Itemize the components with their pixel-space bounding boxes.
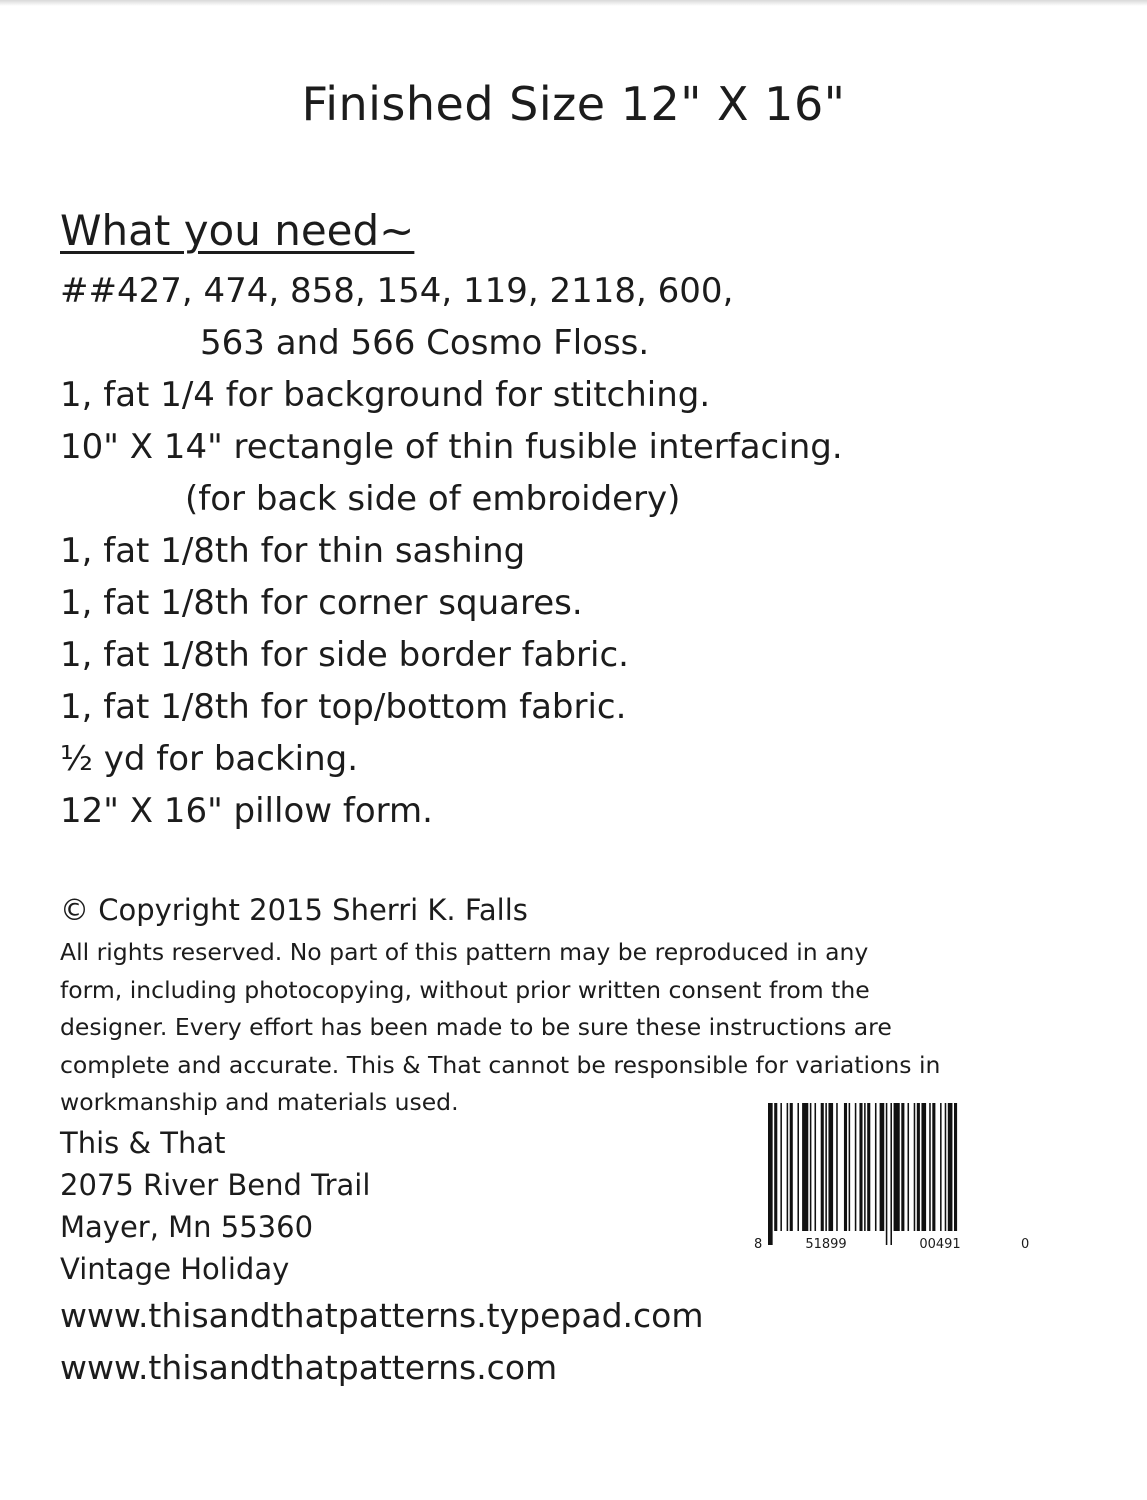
materials-item: 12" X 16" pillow form. bbox=[60, 791, 433, 831]
barcode-bar bbox=[917, 1103, 920, 1231]
upc-barcode bbox=[750, 1103, 1035, 1253]
barcode-bar bbox=[855, 1103, 857, 1231]
legal-line: designer. Every effort has been made to be sure these instructions are bbox=[60, 1013, 892, 1041]
website-link-typepad: www.thisandthatpatterns.typepad.com bbox=[60, 1296, 704, 1335]
barcode-bar bbox=[929, 1103, 931, 1231]
barcode-bar bbox=[768, 1103, 773, 1245]
materials-item: 1, fat 1/8th for thin sashing bbox=[60, 531, 526, 571]
barcode-bar bbox=[886, 1103, 888, 1245]
legal-notice bbox=[60, 934, 1090, 1122]
barcode-bar bbox=[821, 1103, 824, 1231]
barcode-digit-right: 0 bbox=[1021, 1237, 1030, 1252]
barcode-bar bbox=[828, 1103, 833, 1231]
materials-item: (for back side of embroidery) bbox=[185, 479, 681, 519]
barcode-bar bbox=[787, 1103, 789, 1231]
barcode-bar bbox=[945, 1103, 947, 1231]
finished-size-title: Finished Size 12" X 16" bbox=[301, 77, 846, 131]
barcode-group-1: 51899 bbox=[805, 1237, 847, 1252]
barcode-bar bbox=[849, 1103, 851, 1231]
materials-item: 563 and 566 Cosmo Floss. bbox=[200, 323, 650, 363]
materials-item: 1, fat 1/8th for corner squares. bbox=[60, 583, 583, 623]
barcode-bar bbox=[810, 1103, 812, 1231]
barcode-bar bbox=[790, 1103, 793, 1231]
barcode-bar bbox=[780, 1103, 782, 1231]
barcode-bar bbox=[954, 1103, 957, 1231]
barcode-bar bbox=[908, 1103, 910, 1231]
company-name: This & That bbox=[60, 1126, 226, 1160]
barcode-bar bbox=[797, 1103, 799, 1231]
city-state-zip: Mayer, Mn 55360 bbox=[60, 1210, 314, 1244]
barcode-bar bbox=[890, 1103, 892, 1245]
website-link-main: www.thisandthatpatterns.com bbox=[60, 1348, 558, 1387]
barcode-bar bbox=[864, 1103, 866, 1231]
materials-item: 10" X 14" rectangle of thin fusible interfacing. bbox=[60, 427, 843, 467]
materials-item: ½ yd for backing. bbox=[60, 739, 359, 779]
barcode-group-2: 00491 bbox=[919, 1237, 961, 1252]
materials-item: 1, fat 1/8th for side border fabric. bbox=[60, 635, 629, 675]
barcode-bar bbox=[802, 1103, 808, 1231]
materials-list bbox=[60, 265, 843, 837]
barcode-bar bbox=[940, 1103, 942, 1231]
barcode-bar bbox=[932, 1103, 935, 1231]
materials-item: ##427, 474, 858, 154, 119, 2118, 600, bbox=[60, 271, 734, 311]
pattern-name: Vintage Holiday bbox=[60, 1252, 290, 1286]
barcode-bar bbox=[948, 1103, 953, 1231]
barcode-digit-left: 8 bbox=[754, 1237, 763, 1252]
street-address: 2075 River Bend Trail bbox=[60, 1168, 371, 1202]
barcode-bar bbox=[844, 1103, 847, 1231]
contact-block bbox=[60, 1122, 370, 1290]
barcode-bar bbox=[921, 1103, 926, 1231]
materials-item: 1, fat 1/4 for background for stitching. bbox=[60, 375, 711, 415]
barcode-bar bbox=[880, 1103, 885, 1231]
barcode-bars bbox=[768, 1103, 957, 1245]
barcode-bar bbox=[867, 1103, 870, 1231]
barcode-bar bbox=[875, 1103, 877, 1231]
what-you-need-heading: What you need~ bbox=[60, 206, 415, 255]
barcode-bar bbox=[894, 1103, 900, 1231]
barcode-bar bbox=[774, 1103, 777, 1231]
legal-line: workmanship and materials used. bbox=[60, 1088, 459, 1116]
barcode-bar bbox=[815, 1103, 817, 1231]
barcode-bar bbox=[859, 1103, 862, 1231]
scan-edge bbox=[0, 0, 1147, 6]
legal-line: All rights reserved. No part of this pattern may be reproduced in any bbox=[60, 938, 869, 966]
copyright-line: © Copyright 2015 Sherri K. Falls bbox=[60, 893, 528, 927]
barcode-bar bbox=[825, 1103, 827, 1231]
website-links bbox=[60, 1290, 703, 1394]
materials-item: 1, fat 1/8th for top/bottom fabric. bbox=[60, 687, 627, 727]
legal-line: form, including photocopying, without prior written consent from the bbox=[60, 975, 870, 1004]
barcode-bar bbox=[836, 1103, 838, 1231]
barcode-bar bbox=[914, 1103, 916, 1231]
barcode-bar bbox=[901, 1103, 904, 1231]
legal-line: complete and accurate. This & That cannot be responsible for variations in bbox=[60, 1050, 941, 1079]
